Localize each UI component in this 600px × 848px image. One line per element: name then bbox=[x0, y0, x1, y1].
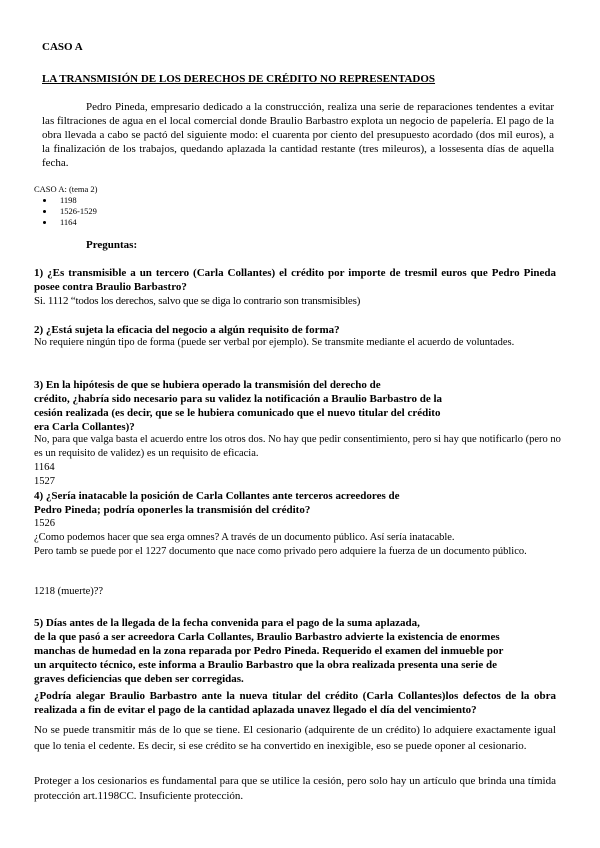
answer-5a: No se puede transmitir más de lo que se tiene. El cesionario (adquirente de un crédito) lo adquiere exactamente igual que lo tenia el cedente. Es decir, si ese crédito se ha convertido en inexigible, eso se puede oponer al cesionario. bbox=[34, 724, 556, 752]
list-item: 1164 bbox=[34, 217, 98, 228]
page-heading: LA TRANSMISIÓN DE LOS DERECHOS DE CRÉDITO NO REPRESENTADOS bbox=[42, 73, 436, 85]
question-2: 2) ¿Está sujeta la eficacia del negocio a algún requisito de forma? bbox=[34, 324, 340, 336]
question-3 bbox=[34, 378, 564, 434]
preguntas-label: Preguntas: bbox=[86, 239, 138, 251]
answer-3: No, para que valga basta el acuerdo entre los otros dos. No hay que pedir consentimiento, pero si hay que notificarlo (pero no es un requisito de validez) es un requisito de eficacia. bbox=[34, 434, 561, 459]
question-5-line: manchas de humedad en la zona reparada por Pedro Pineda. Requerido el examen del inmueble por bbox=[34, 645, 504, 657]
notes-list bbox=[34, 195, 98, 228]
question-1: 1) ¿Es transmisible a un tercero (Carla Collantes) el crédito por importe de tresmil euros que Pedro Pineda posee contra Braulio Barbastro? bbox=[34, 267, 556, 293]
question-4-line: Pedro Pineda; podría oponerles la transmisión del crédito? bbox=[34, 504, 311, 516]
list-item: 1198 bbox=[34, 195, 98, 206]
question-4 bbox=[34, 489, 564, 517]
question-5: ¿Podría alegar Braulio Barbastro ante la nueva titular del crédito (Carla Collantes)los defectos de la obra realizada a fin de evitar el pago de la cantidad aplazada unavez llegado el día del vencimiento? bbox=[34, 690, 556, 716]
question-5-line: 5) Días antes de la llegada de la fecha convenida para el pago de la suma aplazada, bbox=[34, 617, 420, 629]
answer-3-ref: 1527 bbox=[34, 476, 55, 487]
notes-label: CASO A: (tema 2) bbox=[34, 184, 98, 194]
question-5-line: graves deficiencias que deben ser corregidas. bbox=[34, 673, 244, 685]
answer-3-ref: 1164 bbox=[34, 462, 55, 473]
answer-2: No requiere ningún tipo de forma (puede ser verbal por ejemplo). Se transmite mediante el acuerdo de voluntades. bbox=[34, 337, 515, 348]
question-4-line: 4) ¿Sería inatacable la posición de Carla Collantes ante terceros acreedores de bbox=[34, 490, 400, 502]
question-5-line: un arquitecto técnico, este informa a Braulio Barbastro que la obra realizada presenta una serie de bbox=[34, 659, 497, 671]
question-5-line: de la que pasó a ser acreedora Carla Collantes, Braulio Barbastro advierte la existencia de enormes bbox=[34, 631, 500, 643]
intro-paragraph: Pedro Pineda, empresario dedicado a la construcción, realiza una serie de reparaciones tendentes a evitar las filtraciones de agua en el local comercial donde Braulio Barbastro explota un negocio de papelería. El pago de la obra llevada a cabo se pactó del siguiente modo: el cuarenta por ciento del presupuesto acordado (dos mil euros), a la finalización de los trabajos, quedando aplazada la cantidad restante (tres mileuros), a lossesenta días de aquella fecha. bbox=[42, 101, 554, 169]
question-5-statement bbox=[34, 616, 564, 686]
question-3-line: crédito, ¿habría sido necesario para su validez la notificación a Braulio Barbastro de la bbox=[34, 393, 443, 405]
notes-block bbox=[34, 184, 98, 228]
answer-4a: ¿Como podemos hacer que sea erga omnes? A través de un documento público. Así sería inatacable. bbox=[34, 532, 455, 543]
list-item: 1526-1529 bbox=[34, 206, 98, 217]
answer-4b: Pero tamb se puede por el 1227 documento que nace como privado pero adquiere la fuerza de un documento público. bbox=[34, 546, 527, 557]
question-3-line: era Carla Collantes)? bbox=[34, 421, 135, 433]
answer-4-note: 1218 (muerte)?? bbox=[34, 586, 104, 597]
case-title: CASO A bbox=[42, 41, 83, 53]
question-3-line: cesión realizada (es decir, que se le hubiera comunicado que el nuevo titular del crédito bbox=[34, 407, 441, 419]
answer-1: Si. 1112 “todos los derechos, salvo que se diga lo contrario son transmisibles) bbox=[34, 295, 361, 307]
answer-5b: Proteger a los cesionarios es fundamental para que se utilice la cesión, pero solo hay un artículo que brinda una tímida protección art.1198CC. Insuficiente protección. bbox=[34, 775, 556, 802]
question-3-line: 3) En la hipótesis de que se hubiera operado la transmisión del derecho de bbox=[34, 379, 381, 391]
answer-4-ref: 1526 bbox=[34, 518, 55, 529]
